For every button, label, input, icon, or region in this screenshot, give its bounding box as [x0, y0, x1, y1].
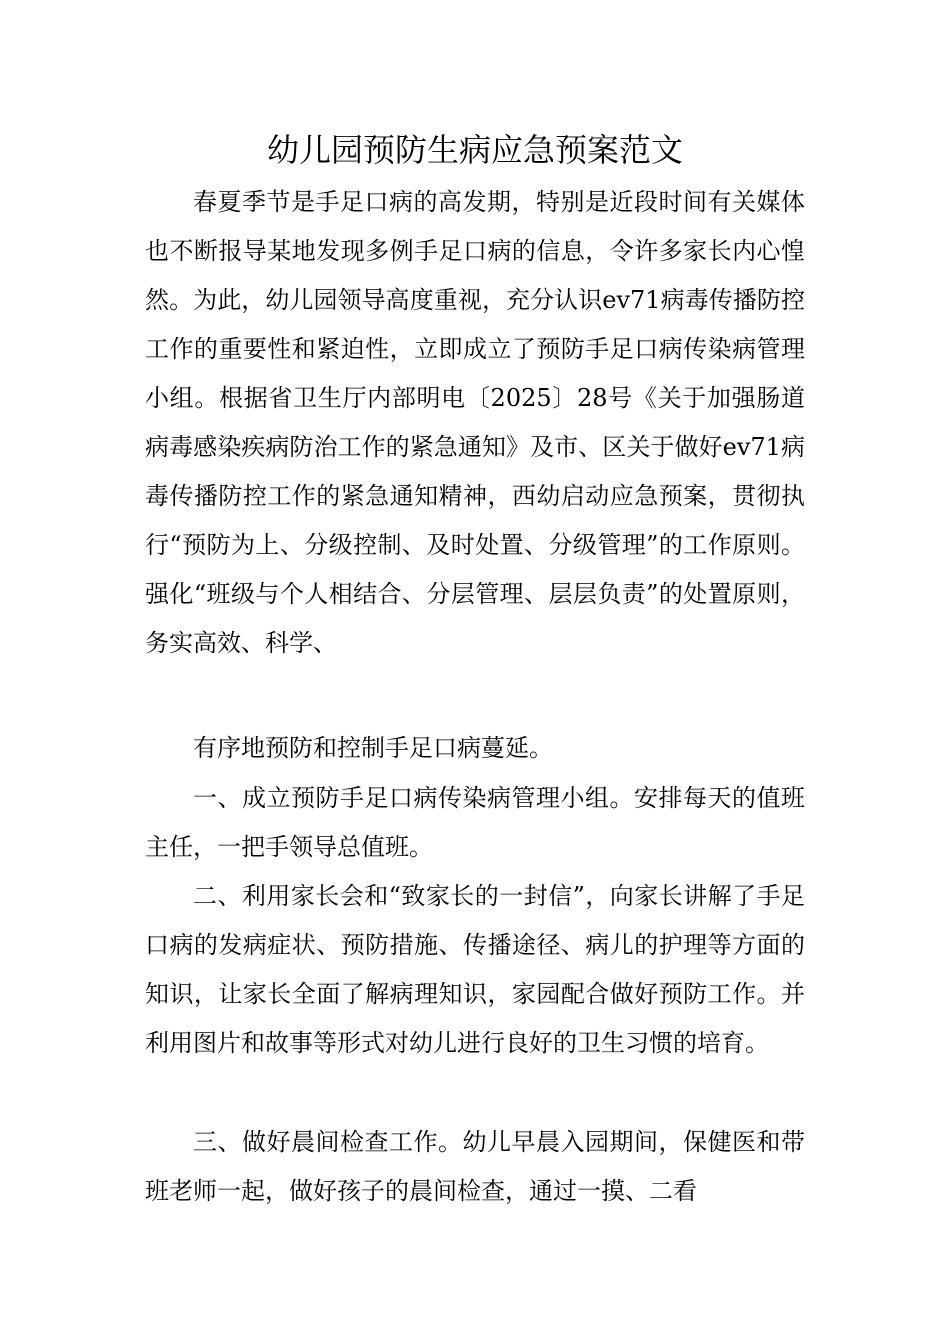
paragraph-continuation: 有序地预防和控制手足口病蔓延。	[193, 734, 553, 762]
paragraph-section-2: 二、利用家长会和“致家长的一封信”，向家长讲解了手足口病的发病症状、预防措施、传播途径、病儿的护理等方面的知识，让家长全面了解病理知识，家园配合做好预防工作。并利用图片和故事等形式对幼儿进行良好的卫生习惯的培育。	[145, 882, 805, 1057]
paragraph-intro: 春夏季节是手足口病的高发期，特别是近段时间有关媒体也不断报导某地发现多例手足口病的信息，令许多家长内心惶然。为此，幼儿园领导高度重视，充分认识ev71病毒传播防控工作的重要性和紧迫性，立即成立了预防手足口病传染病管理小组。根据省卫生厅内部明电〔2025〕28号《关于加强肠道病毒感染疾病防治工作的紧急通知》及市、区关于做好ev71病毒传播防控工作的紧急通知精神，西幼启动应急预案，贯彻执行“预防为上、分级控制、及时处置、分级管理”的工作原则。强化“班级与个人相结合、分层管理、层层负责”的处置原则，务实高效、科学、	[145, 188, 805, 657]
paragraph-section-3: 三、做好晨间检查工作。幼儿早晨入园期间，保健医和带班老师一起，做好孩子的晨间检查，通过一摸、二看	[145, 1128, 805, 1205]
paragraph-section-1: 一、成立预防手足口病传染病管理小组。安排每天的值班主任，一把手领导总值班。	[145, 784, 805, 861]
document-title: 幼儿园预防生病应急预案范文	[266, 131, 683, 169]
